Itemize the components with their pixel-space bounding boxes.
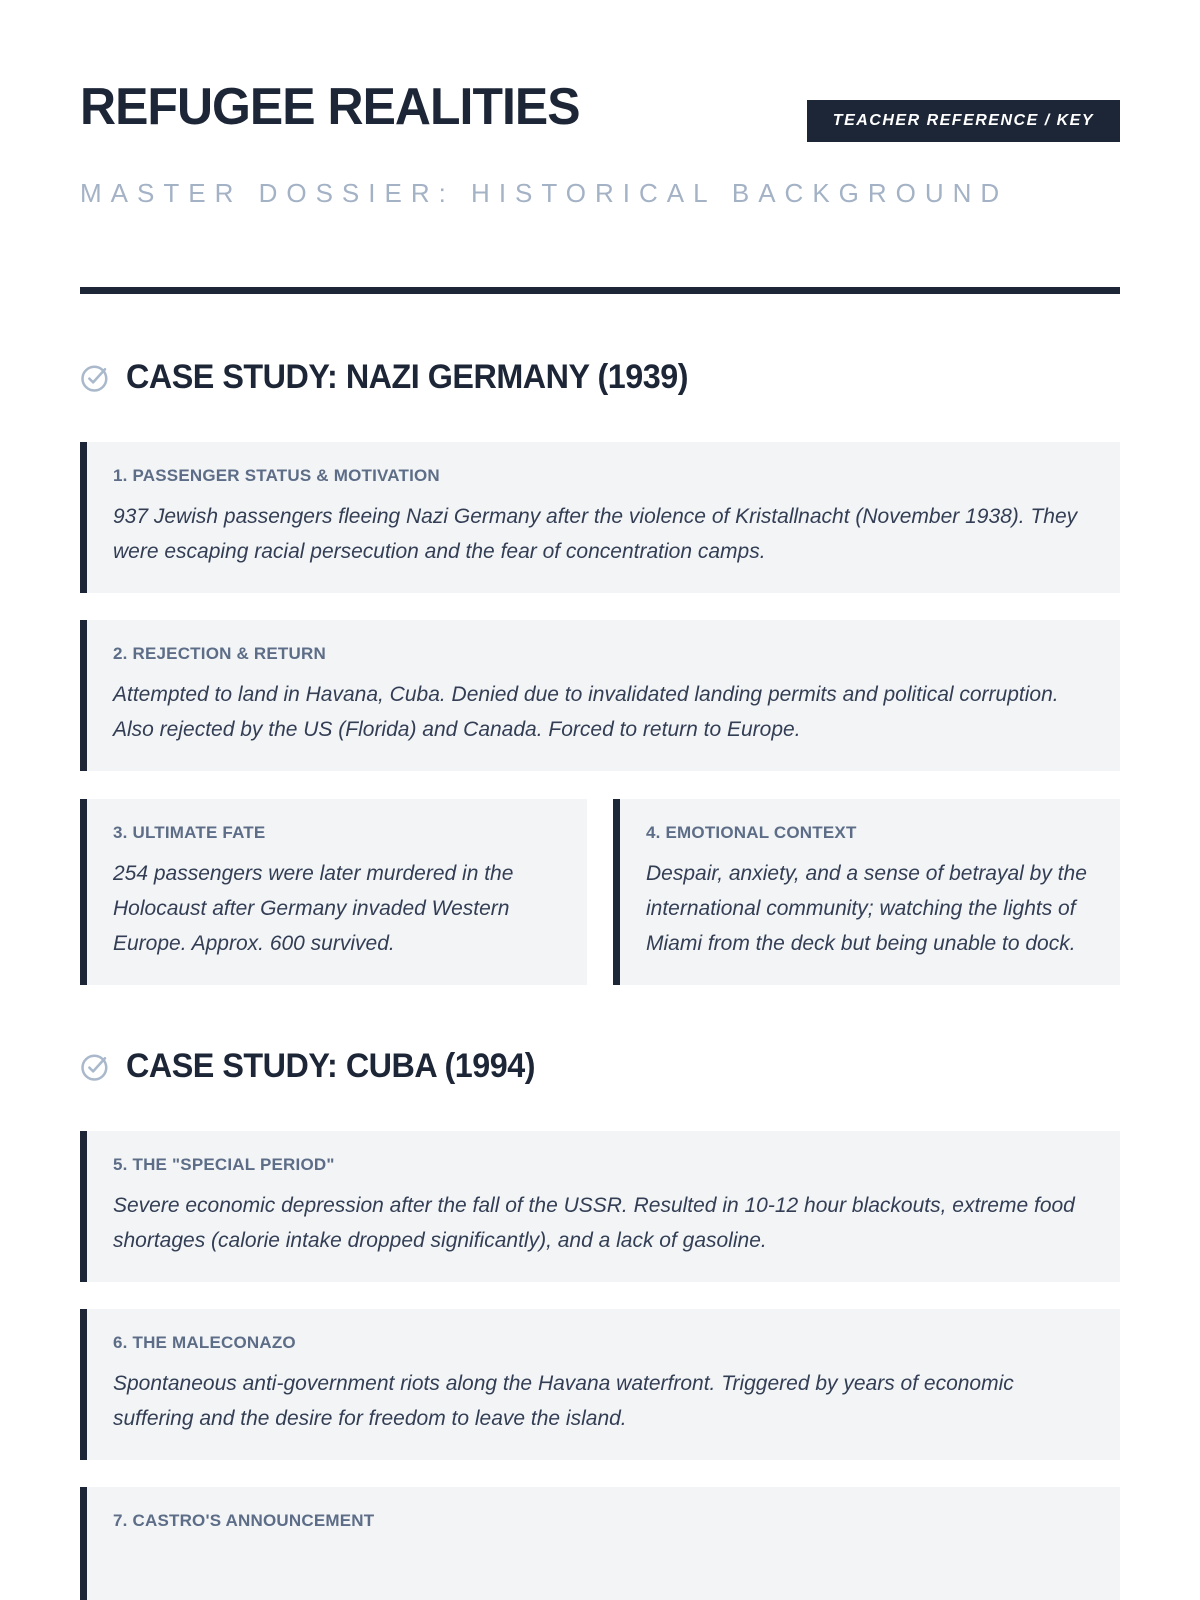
card-label: 1. PASSENGER STATUS & MOTIVATION bbox=[113, 466, 440, 485]
card-body: 937 Jewish passengers fleeing Nazi Germany after the violence of Kristallnacht (November 1938). They were escaping racial persecution and the fear of concentration camps. bbox=[113, 505, 1078, 563]
section-title: CASE STUDY: CUBA (1994) bbox=[126, 1047, 536, 1085]
card-body: Severe economic depression after the fall of the USSR. Resulted in 10-12 hour blackouts, extreme food shortages (calorie intake dropped significantly), and a lack of gasoline. bbox=[113, 1194, 1075, 1252]
check-circle-icon bbox=[80, 1052, 110, 1082]
card-label: 5. THE "SPECIAL PERIOD" bbox=[113, 1155, 335, 1174]
header bbox=[80, 0, 1120, 142]
card-rejection-return bbox=[80, 620, 1120, 771]
card-ultimate-fate bbox=[80, 799, 587, 985]
card-maleconazo bbox=[80, 1309, 1120, 1460]
card-body: Attempted to land in Havana, Cuba. Denied due to invalidated landing permits and political corruption. Also rejected by the US (Florida) and Canada. Forced to return to Europe. bbox=[113, 683, 1059, 741]
section-title: CASE STUDY: NAZI GERMANY (1939) bbox=[126, 358, 688, 396]
card-label: 2. REJECTION & RETURN bbox=[113, 644, 326, 663]
two-column-row bbox=[80, 799, 1120, 985]
card-passenger-status bbox=[80, 442, 1120, 593]
section-header-cuba bbox=[80, 1047, 1120, 1086]
card-label: 7. CASTRO'S ANNOUNCEMENT bbox=[113, 1511, 375, 1530]
card-body: Despair, anxiety, and a sense of betrayal by the international community; watching the lights of Miami from the deck but being unable to dock. bbox=[646, 862, 1087, 955]
card-label: 3. ULTIMATE FATE bbox=[113, 823, 266, 842]
card-castro-announcement bbox=[80, 1487, 1120, 1600]
card-label: 4. EMOTIONAL CONTEXT bbox=[646, 823, 857, 842]
card-emotional-context bbox=[613, 799, 1120, 985]
check-circle-icon bbox=[80, 363, 110, 393]
card-body: Spontaneous anti-government riots along the Havana waterfront. Triggered by years of economic suffering and the desire for freedom to leave the island. bbox=[113, 1372, 1014, 1430]
subtitle: MASTER DOSSIER: HISTORICAL BACKGROUND bbox=[80, 178, 1009, 208]
teacher-key-badge: TEACHER REFERENCE / KEY bbox=[807, 100, 1120, 142]
card-special-period bbox=[80, 1131, 1120, 1282]
card-body: 254 passengers were later murdered in the Holocaust after Germany invaded Western Europe. Approx. 600 survived. bbox=[113, 862, 514, 955]
card-label: 6. THE MALECONAZO bbox=[113, 1333, 296, 1352]
divider-rule bbox=[80, 287, 1120, 294]
section-header-nazi-germany bbox=[80, 358, 1120, 397]
page-title: REFUGEE REALITIES bbox=[80, 78, 580, 136]
